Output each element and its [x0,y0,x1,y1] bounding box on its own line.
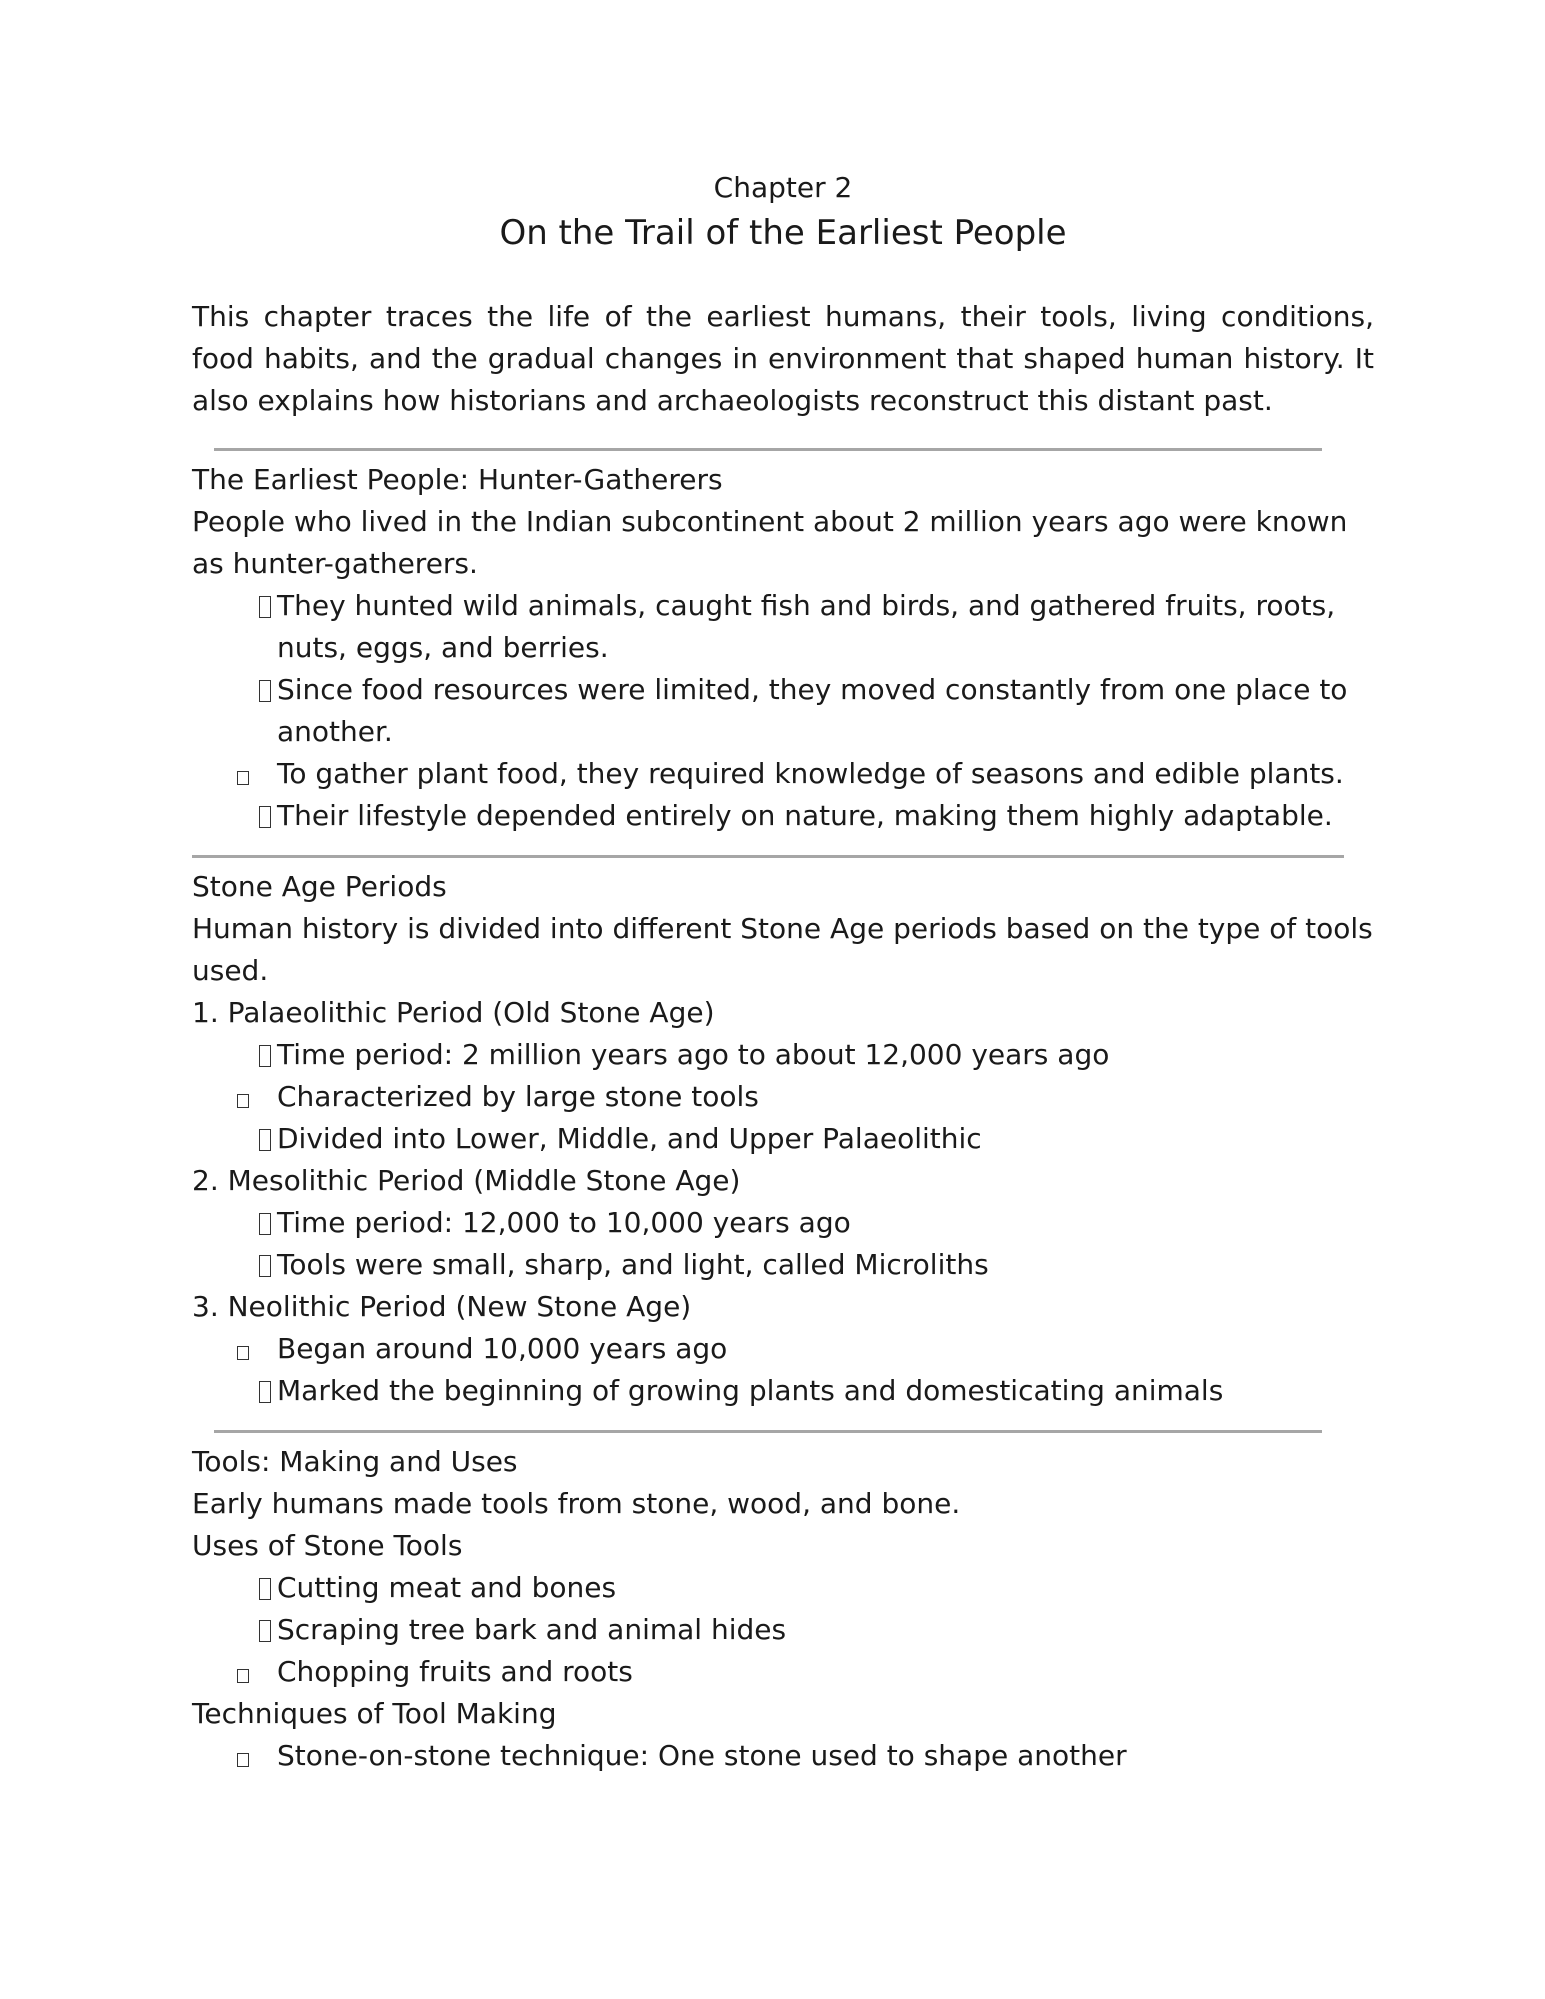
missing-glyph-icon [259,1578,271,1600]
missing-glyph-icon [259,1213,271,1235]
list-item: Scraping tree bark and animal hides [192,1609,1374,1651]
list-item: To gather plant food, they required knowledge of seasons and edible plants. [192,753,1374,795]
period-title-palaeolithic: 1. Palaeolithic Period (Old Stone Age) [192,996,715,1029]
list-item: Time period: 12,000 to 10,000 years ago [192,1202,1374,1244]
missing-glyph-icon [237,1094,249,1108]
section-text-tools: Early humans made tools from stone, wood, and bone. [192,1487,961,1520]
missing-glyph-icon [259,1620,271,1642]
intro-paragraph: This chapter traces the life of the earliest humans, their tools, living conditions, food habits, and the gradual changes in environment that shaped human history. It also explains how historians and archaeologists reconstruct this distant past. [192,300,1374,417]
techniques-bullet-list [192,1735,1374,1777]
list-item: Their lifestyle depended entirely on nature, making them highly adaptable. [192,795,1374,837]
list-item: Cutting meat and bones [192,1567,1374,1609]
missing-glyph-icon [237,1669,249,1683]
period-title-neolithic: 3. Neolithic Period (New Stone Age) [192,1290,692,1323]
section-text-stone-age: Human history is divided into different Stone Age periods based on the type of tools used. [192,912,1373,987]
list-item: Began around 10,000 years ago [192,1328,1374,1370]
missing-glyph-icon [259,680,271,702]
list-item: Chopping fruits and roots [192,1651,1374,1693]
period-title-mesolithic: 2. Mesolithic Period (Middle Stone Age) [192,1164,741,1197]
subheading-techniques: Techniques of Tool Making [192,1697,557,1730]
missing-glyph-icon [259,1381,271,1403]
palaeolithic-bullet-list [192,1034,1374,1160]
chapter-title: On the Trail of the Earliest People [499,213,1067,253]
missing-glyph-icon [259,1129,271,1151]
hunters-bullet-list [192,585,1374,837]
missing-glyph-icon [237,1753,249,1767]
missing-glyph-icon [259,806,271,828]
missing-glyph-icon [237,1346,249,1360]
neolithic-bullet-list [192,1328,1374,1412]
chapter-label: Chapter 2 [713,171,853,204]
section-divider [214,1430,1322,1433]
list-item: Tools were small, sharp, and light, called Microliths [192,1244,1374,1286]
document-page [192,160,1374,1777]
list-item: Stone-on-stone technique: One stone used to shape another [192,1735,1374,1777]
list-item: Divided into Lower, Middle, and Upper Palaeolithic [192,1118,1374,1160]
missing-glyph-icon [259,596,271,618]
section-text-hunters: People who lived in the Indian subcontinent about 2 million years ago were known as hunter-gatherers. [192,505,1348,580]
missing-glyph-icon [237,771,249,785]
subheading-uses: Uses of Stone Tools [192,1529,463,1562]
missing-glyph-icon [259,1255,271,1277]
list-item: Characterized by large stone tools [192,1076,1374,1118]
list-item: Time period: 2 million years ago to about 12,000 years ago [192,1034,1374,1076]
missing-glyph-icon [259,1045,271,1067]
section-divider [214,448,1322,451]
list-item: Marked the beginning of growing plants and domesticating animals [192,1370,1374,1412]
section-heading-tools: Tools: Making and Uses [192,1445,518,1478]
list-item: Since food resources were limited, they moved constantly from one place to another. [192,669,1374,753]
section-heading-stone-age: Stone Age Periods [192,870,447,903]
uses-bullet-list [192,1567,1374,1693]
section-heading-hunters: The Earliest People: Hunter-Gatherers [192,463,723,496]
list-item: They hunted wild animals, caught fish and birds, and gathered fruits, roots, nuts, eggs, and berries. [192,585,1374,669]
mesolithic-bullet-list [192,1202,1374,1286]
section-divider [192,855,1344,858]
